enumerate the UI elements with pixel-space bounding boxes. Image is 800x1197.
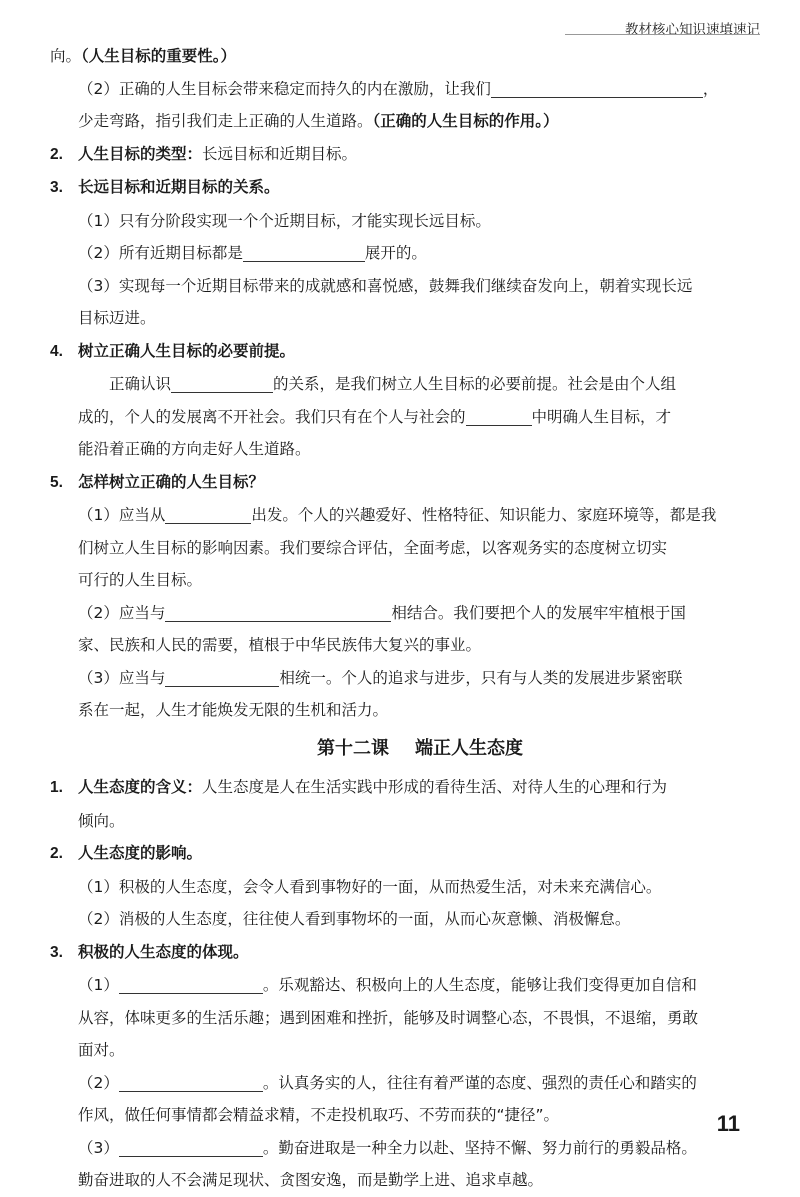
list-item: （3）应当与 相统一。个人的追求与进步，只有与人类的发展进步紧密联 <box>78 668 683 687</box>
item-2-line: （2）正确的人生目标会带来稳定而持久的内在激励，让我们 ， <box>78 79 719 98</box>
section-2: 2. 人生目标的类型：长远目标和近期目标。 <box>50 144 358 163</box>
answer-blank[interactable] <box>243 243 365 262</box>
list-item-cont: 家、民族和人民的需要，植根于中华民族伟大复兴的事业。 <box>78 636 482 654</box>
lesson-title: 第十二课 端正人生态度 <box>317 737 523 759</box>
page-content <box>50 40 750 1197</box>
section-3-heading: 3. 长远目标和近期目标的关系。 <box>50 178 280 196</box>
lesson-section-1: 1. 人生态度的含义：人生态度是人在生活实践中形成的看待生活、对待人生的心理和行为 <box>50 778 668 796</box>
list-item: （2）消极的人生态度，往往使人看到事物坏的一面，从而心灰意懒、消极懈怠。 <box>78 910 631 928</box>
answer-blank[interactable] <box>119 1073 263 1092</box>
running-header: 教材核心知识速填速记 <box>625 22 760 38</box>
list-item-cont: 面对。 <box>78 1041 125 1059</box>
list-item: （3）实现每一个近期目标带来的成就感和喜悦感，鼓舞我们继续奋发向上，朝着实现长远 <box>78 276 693 295</box>
page-number: 11 <box>716 1111 740 1136</box>
section-5-heading: 5. 怎样树立正确的人生目标？ <box>50 472 265 491</box>
lesson-section-3-heading: 3. 积极的人生态度的体现。 <box>50 942 249 961</box>
paragraph: 正确认识 的关系，是我们树立人生目标的必要前提。社会是由个人组 <box>109 375 677 393</box>
answer-blank[interactable] <box>119 975 263 994</box>
header-rule <box>565 34 760 35</box>
continuation-line: 向。（人生目标的重要性。） <box>50 47 237 65</box>
section-heading: 人生目标的类型： <box>78 144 203 163</box>
answer-blank[interactable] <box>165 668 279 687</box>
list-item: （2）所有近期目标都是 展开的。 <box>78 244 427 262</box>
list-item: （2） 。认真务实的人，往往有着严谨的态度、强烈的责任心和踏实的 <box>78 1073 697 1092</box>
answer-blank[interactable] <box>165 505 251 524</box>
answer-blank[interactable] <box>491 79 703 98</box>
answer-blank[interactable] <box>165 603 391 622</box>
item-2-line-cont: 少走弯路，指引我们走上正确的人生道路。（正确的人生目标的作用。） <box>78 112 559 130</box>
lesson-section-2-heading: 2. 人生态度的影响。 <box>50 844 203 862</box>
answer-blank[interactable] <box>171 374 273 393</box>
list-item-cont: 系在一起，人生才能焕发无限的生机和活力。 <box>78 701 389 719</box>
paragraph-cont: 倾向。 <box>78 811 125 830</box>
list-item: （1） 。乐观豁达、积极向上的人生态度，能够让我们变得更加自信和 <box>78 976 697 994</box>
list-item: （1）应当从 出发。个人的兴趣爱好、性格特征、知识能力、家庭环境等，都是我 <box>78 506 717 524</box>
list-item: （1）积极的人生态度，会令人看到事物好的一面，从而热爱生活，对未来充满信心。 <box>78 877 662 896</box>
list-item-cont: 可行的人生目标。 <box>78 571 203 589</box>
list-item: （2）应当与 相结合。我们要把个人的发展牢牢植根于国 <box>78 603 686 622</box>
list-item: （3） 。勤奋进取是一种全力以赴、坚持不懈、努力前行的勇毅品格。 <box>78 1138 697 1157</box>
paragraph-cont: 能沿着正确的方向走好人生道路。 <box>78 440 311 458</box>
list-item-cont: 们树立人生目标的影响因素。我们要综合评估，全面考虑，以客观务实的态度树立切实 <box>78 538 668 557</box>
list-item: （1）只有分阶段实现一个个近期目标，才能实现长远目标。 <box>78 211 491 230</box>
list-item-cont: 目标迈进。 <box>78 309 156 327</box>
list-item-cont: 勤奋进取的人不会满足现状、贪图安逸，而是勤学上进、追求卓越。 <box>78 1171 544 1189</box>
answer-blank[interactable] <box>466 407 532 426</box>
section-4-heading: 4. 树立正确人生目标的必要前提。 <box>50 341 296 360</box>
list-item-cont: 作风，做任何事情都会精益求精，不走投机取巧、不劳而获的“捷径”。 <box>78 1106 560 1124</box>
paragraph-cont: 成的，个人的发展离不开社会。我们只有在个人与社会的 中明确人生目标，才 <box>78 407 672 426</box>
answer-blank[interactable] <box>119 1138 263 1157</box>
list-item-cont: 从容，体味更多的生活乐趣；遇到困难和挫折，能够及时调整心态，不畏惧，不退缩，勇敢 <box>78 1008 699 1027</box>
